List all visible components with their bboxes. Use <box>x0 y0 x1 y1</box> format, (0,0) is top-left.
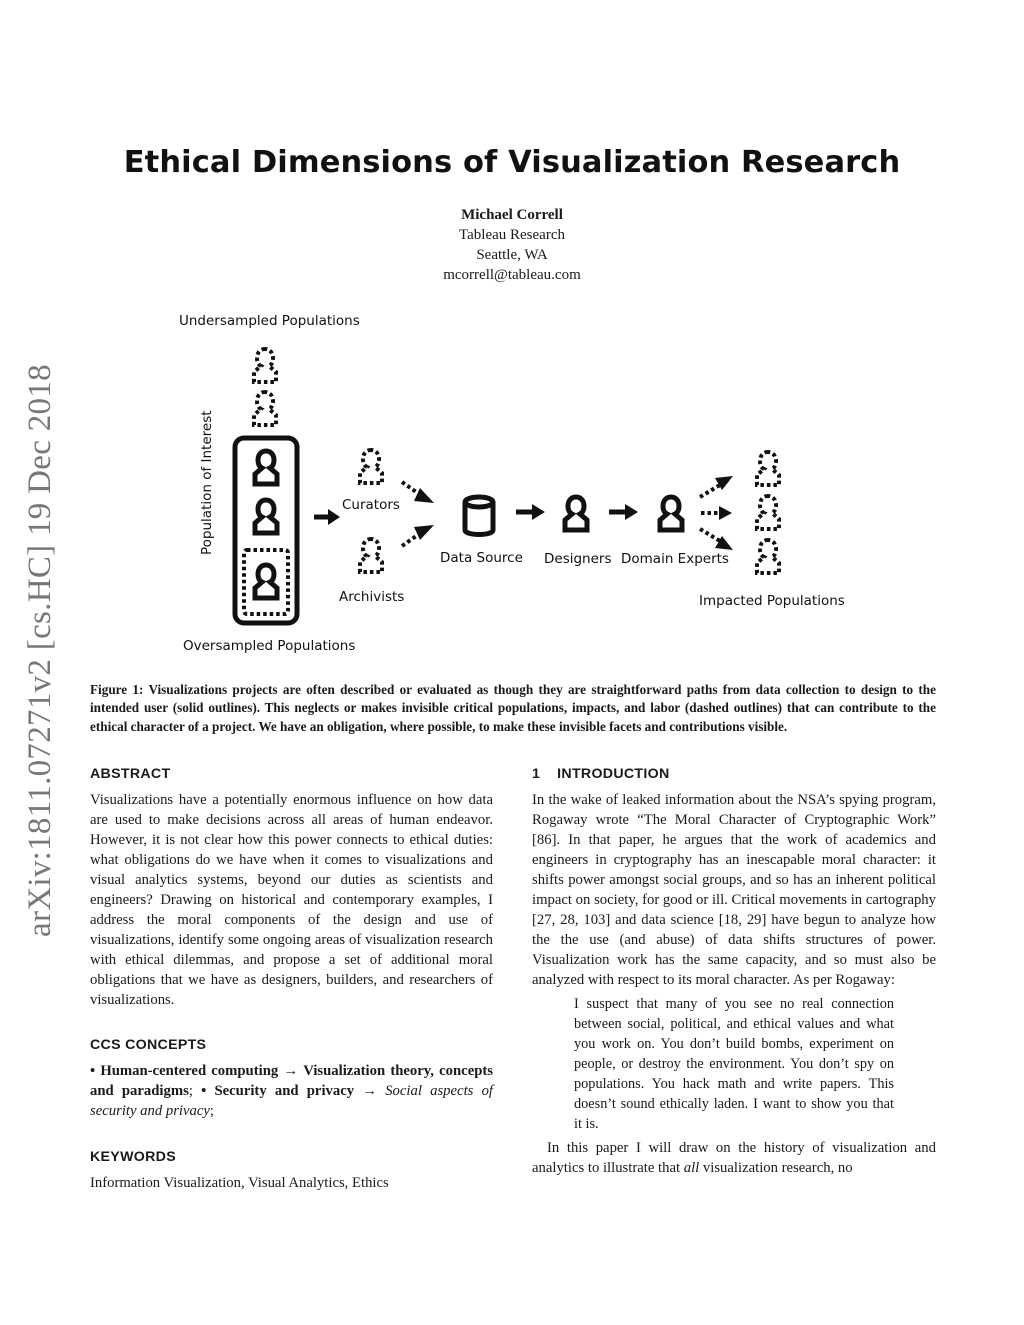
figure-caption: Figure 1: Visualizations projects are often described or evaluated as though they are straightforward paths from data collection to design to the intended user (solid outlines). This neglects or makes invisible critical populations, impacts, and labor (dashed outlines) that can contribute to the ethical character of a project. We have an obligation, where possible, to make these invisible facets and contributions visible. <box>90 682 936 734</box>
ccs-end: ; <box>209 1103 215 1119</box>
ccs-target-1: Visualization theory, concepts and paradigms <box>90 1063 493 1099</box>
curator-person-icon <box>360 450 382 483</box>
data-source-label: Data Source <box>440 550 523 566</box>
arrow-icon <box>314 509 340 525</box>
introduction-heading: 1 INTRODUCTION <box>532 766 670 782</box>
ccs-arrow: → <box>354 1083 386 1099</box>
database-icon <box>465 497 493 535</box>
curators-label: Curators <box>342 497 400 513</box>
archivists-label: Archivists <box>339 589 405 605</box>
undersampled-person-icon <box>254 349 276 382</box>
right-column <box>532 764 936 1178</box>
abstract-text: Visualizations have a potentially enormous influence on how data are used to make decisions across all areas of human endeavor. However, it is not clear how this power connects to ethical duties: what obligations do we have when it comes to visualizations and visual analytics systems, beyond our duties as scientists and engineers? Drawing on historical and contemporary examples, I address the moral components of the design and use of visualizations, identify some ongoing areas of visualization research with ethical dilemmas, and propose a set of additional moral obligations that we have as designers, builders, and researchers of visualizations. <box>90 792 493 1008</box>
author-location: Seattle, WA <box>476 247 548 263</box>
archivist-person-icon <box>360 539 382 572</box>
dashed-arrow-icon <box>700 476 733 497</box>
ccs-bullet-2: • Security and privacy <box>201 1083 355 1099</box>
intro-paragraph-1: In the wake of leaked information about the NSA’s spying program, Rogaway wrote “The Moral Character of Cryptographic Work” [86]. In that paper, he argues that the work of academics and engineers in cryptography has an inescapable moral character: it shifts power amongst social groups, and so has an inherent political impact on society, for good or ill. Critical movements in cartography [27, 28, 103] and data science [18, 29] have begun to analyze how the the use (and abuse) of data shifts structures of power. Visualization work has the same capacity, and so must also be analyzed with respect to its moral character. As per Rogaway: <box>532 792 936 988</box>
designer-person-icon <box>565 497 587 530</box>
author-email[interactable]: mcorrell@tableau.com <box>443 267 581 283</box>
domain-expert-person-icon <box>660 497 682 530</box>
ccs-text <box>90 1061 493 1121</box>
dashed-arrow-icon <box>700 529 733 550</box>
ccs-bullet-1: • Human-centered computing <box>90 1063 279 1079</box>
person-icon <box>255 451 277 484</box>
domain-experts-label: Domain Experts <box>621 551 729 567</box>
oversampled-box <box>244 550 288 614</box>
impacted-populations-label: Impacted Populations <box>699 593 845 609</box>
impacted-person-icon <box>757 496 779 529</box>
impacted-person-icon <box>757 540 779 573</box>
ccs-target-2: Social aspects of security and privacy <box>90 1083 493 1119</box>
intro-paragraph-2-start: In this paper I will draw on the history of visualization and analytics to illustrate that <box>532 1140 936 1176</box>
designers-label: Designers <box>544 551 612 567</box>
intro-paragraph-2 <box>532 1138 936 1178</box>
author-name: Michael Correll <box>461 207 563 223</box>
dashed-arrow-icon <box>701 506 732 520</box>
keywords-text: Information Visualization, Visual Analytics, Ethics <box>90 1175 389 1191</box>
undersampled-label: Undersampled Populations <box>179 313 360 329</box>
person-icon <box>255 500 277 533</box>
undersampled-person-icon <box>254 392 276 425</box>
left-column <box>90 764 493 1193</box>
ccs-heading: CCS CONCEPTS <box>90 1037 207 1053</box>
population-of-interest-label: Population of Interest <box>199 410 215 555</box>
dashed-arrow-icon <box>402 525 434 546</box>
author-affiliation: Tableau Research <box>459 227 565 243</box>
keywords-heading: KEYWORDS <box>90 1149 176 1165</box>
arrow-icon <box>609 504 638 520</box>
oversampled-person-icon <box>255 565 277 598</box>
intro-emphasis: all <box>683 1160 700 1176</box>
ccs-arrow: → <box>278 1063 304 1079</box>
ccs-separator: ; <box>188 1083 202 1099</box>
oversampled-label: Oversampled Populations <box>183 638 356 654</box>
paper-title: Ethical Dimensions of Visualization Research <box>123 145 901 180</box>
impacted-person-icon <box>757 452 779 485</box>
abstract-heading: ABSTRACT <box>90 766 171 782</box>
rogaway-quote: I suspect that many of you see no real connection between social, political, and ethical values and what you work on. You don’t build bombs, experiment on people, or destroy the environment. You don’t spy on populations. You hack math and write papers. This doesn’t sound ethically laden. I want to show you that it is. <box>574 996 894 1132</box>
arrow-icon <box>516 504 545 520</box>
intro-paragraph-2-end: visualization research, no <box>699 1160 853 1176</box>
arxiv-identifier: arXiv:1811.07271v2 [cs.HC] 19 Dec 2018 <box>22 364 58 937</box>
dashed-arrow-icon <box>402 482 434 503</box>
